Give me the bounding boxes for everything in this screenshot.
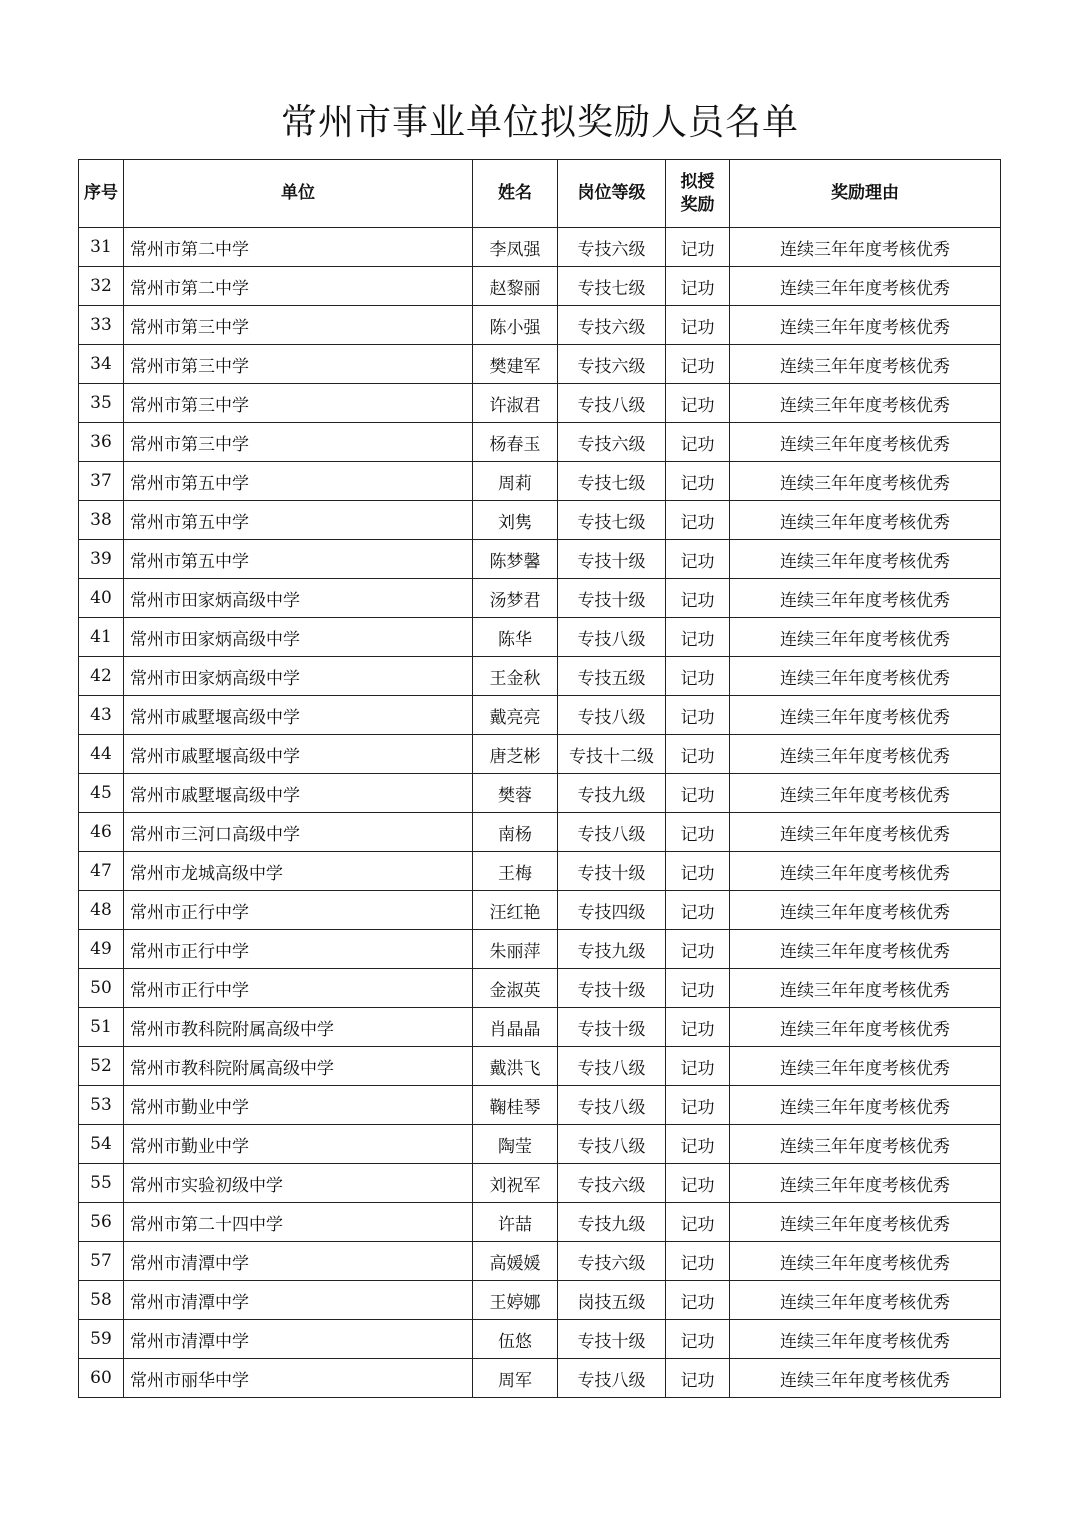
cell-seq: 57 xyxy=(79,1242,124,1281)
cell-grade: 专技八级 xyxy=(558,1086,666,1125)
cell-unit: 常州市第三中学 xyxy=(124,345,473,384)
cell-grade: 专技八级 xyxy=(558,1125,666,1164)
cell-seq: 60 xyxy=(79,1359,124,1398)
cell-seq: 38 xyxy=(79,501,124,540)
cell-unit: 常州市龙城高级中学 xyxy=(124,852,473,891)
cell-award: 记功 xyxy=(666,1281,730,1320)
cell-award: 记功 xyxy=(666,774,730,813)
cell-reason: 连续三年年度考核优秀 xyxy=(730,735,1001,774)
table-row xyxy=(79,1242,1001,1281)
cell-seq: 50 xyxy=(79,969,124,1008)
table-row xyxy=(79,462,1001,501)
cell-grade: 专技八级 xyxy=(558,1359,666,1398)
cell-unit: 常州市丽华中学 xyxy=(124,1359,473,1398)
cell-unit: 常州市戚墅堰高级中学 xyxy=(124,735,473,774)
cell-unit: 常州市第三中学 xyxy=(124,423,473,462)
cell-award: 记功 xyxy=(666,930,730,969)
cell-unit: 常州市正行中学 xyxy=(124,969,473,1008)
cell-seq: 52 xyxy=(79,1047,124,1086)
cell-unit: 常州市戚墅堰高级中学 xyxy=(124,696,473,735)
cell-award: 记功 xyxy=(666,462,730,501)
cell-name: 刘祝军 xyxy=(473,1164,558,1203)
cell-name: 周莉 xyxy=(473,462,558,501)
table-row xyxy=(79,501,1001,540)
cell-award: 记功 xyxy=(666,657,730,696)
cell-name: 周军 xyxy=(473,1359,558,1398)
cell-award: 记功 xyxy=(666,501,730,540)
cell-reason: 连续三年年度考核优秀 xyxy=(730,1125,1001,1164)
cell-unit: 常州市三河口高级中学 xyxy=(124,813,473,852)
table-row xyxy=(79,579,1001,618)
cell-name: 刘隽 xyxy=(473,501,558,540)
cell-award: 记功 xyxy=(666,1125,730,1164)
cell-award: 记功 xyxy=(666,1164,730,1203)
cell-name: 汪红艳 xyxy=(473,891,558,930)
table-row xyxy=(79,774,1001,813)
cell-award: 记功 xyxy=(666,423,730,462)
cell-reason: 连续三年年度考核优秀 xyxy=(730,501,1001,540)
cell-seq: 58 xyxy=(79,1281,124,1320)
cell-reason: 连续三年年度考核优秀 xyxy=(730,462,1001,501)
table-row xyxy=(79,813,1001,852)
cell-seq: 55 xyxy=(79,1164,124,1203)
cell-name: 陶莹 xyxy=(473,1125,558,1164)
cell-seq: 33 xyxy=(79,306,124,345)
table-row xyxy=(79,267,1001,306)
cell-award: 记功 xyxy=(666,228,730,267)
cell-name: 戴亮亮 xyxy=(473,696,558,735)
cell-award: 记功 xyxy=(666,1008,730,1047)
cell-seq: 36 xyxy=(79,423,124,462)
cell-award: 记功 xyxy=(666,384,730,423)
table-row xyxy=(79,1047,1001,1086)
cell-reason: 连续三年年度考核优秀 xyxy=(730,969,1001,1008)
cell-seq: 56 xyxy=(79,1203,124,1242)
cell-reason: 连续三年年度考核优秀 xyxy=(730,1203,1001,1242)
header-award-line1: 拟授 xyxy=(680,171,715,192)
cell-unit: 常州市田家炳高级中学 xyxy=(124,579,473,618)
cell-seq: 39 xyxy=(79,540,124,579)
table-row xyxy=(79,852,1001,891)
cell-seq: 59 xyxy=(79,1320,124,1359)
table-row xyxy=(79,306,1001,345)
cell-award: 记功 xyxy=(666,1320,730,1359)
cell-reason: 连续三年年度考核优秀 xyxy=(730,306,1001,345)
table-row xyxy=(79,735,1001,774)
table-row xyxy=(79,345,1001,384)
table-row xyxy=(79,1008,1001,1047)
table-row xyxy=(79,657,1001,696)
cell-unit: 常州市田家炳高级中学 xyxy=(124,618,473,657)
cell-grade: 专技九级 xyxy=(558,930,666,969)
cell-reason: 连续三年年度考核优秀 xyxy=(730,618,1001,657)
cell-reason: 连续三年年度考核优秀 xyxy=(730,852,1001,891)
table-row xyxy=(79,423,1001,462)
cell-award: 记功 xyxy=(666,1086,730,1125)
cell-unit: 常州市勤业中学 xyxy=(124,1125,473,1164)
cell-grade: 专技六级 xyxy=(558,1242,666,1281)
cell-reason: 连续三年年度考核优秀 xyxy=(730,540,1001,579)
cell-seq: 44 xyxy=(79,735,124,774)
header-grade: 岗位等级 xyxy=(558,160,666,228)
header-row xyxy=(79,160,1001,228)
cell-unit: 常州市清潭中学 xyxy=(124,1281,473,1320)
table-row xyxy=(79,1203,1001,1242)
cell-unit: 常州市戚墅堰高级中学 xyxy=(124,774,473,813)
cell-unit: 常州市实验初级中学 xyxy=(124,1164,473,1203)
cell-seq: 37 xyxy=(79,462,124,501)
header-reason: 奖励理由 xyxy=(730,160,1001,228)
cell-unit: 常州市第五中学 xyxy=(124,462,473,501)
cell-name: 戴洪飞 xyxy=(473,1047,558,1086)
cell-seq: 32 xyxy=(79,267,124,306)
cell-grade: 专技七级 xyxy=(558,267,666,306)
cell-seq: 42 xyxy=(79,657,124,696)
table-row xyxy=(79,891,1001,930)
cell-grade: 专技十级 xyxy=(558,969,666,1008)
cell-reason: 连续三年年度考核优秀 xyxy=(730,657,1001,696)
cell-unit: 常州市勤业中学 xyxy=(124,1086,473,1125)
cell-grade: 专技九级 xyxy=(558,1203,666,1242)
table-row xyxy=(79,696,1001,735)
cell-reason: 连续三年年度考核优秀 xyxy=(730,774,1001,813)
cell-name: 鞠桂琴 xyxy=(473,1086,558,1125)
cell-award: 记功 xyxy=(666,696,730,735)
award-roster-table xyxy=(78,159,1001,1398)
cell-award: 记功 xyxy=(666,1359,730,1398)
header-unit: 单位 xyxy=(124,160,473,228)
cell-grade: 专技四级 xyxy=(558,891,666,930)
cell-seq: 46 xyxy=(79,813,124,852)
cell-reason: 连续三年年度考核优秀 xyxy=(730,1086,1001,1125)
cell-name: 南杨 xyxy=(473,813,558,852)
cell-reason: 连续三年年度考核优秀 xyxy=(730,930,1001,969)
cell-award: 记功 xyxy=(666,618,730,657)
cell-unit: 常州市正行中学 xyxy=(124,891,473,930)
cell-reason: 连续三年年度考核优秀 xyxy=(730,1164,1001,1203)
cell-reason: 连续三年年度考核优秀 xyxy=(730,384,1001,423)
cell-reason: 连续三年年度考核优秀 xyxy=(730,696,1001,735)
cell-unit: 常州市第二中学 xyxy=(124,228,473,267)
cell-grade: 专技十级 xyxy=(558,1320,666,1359)
header-name: 姓名 xyxy=(473,160,558,228)
table-row xyxy=(79,1086,1001,1125)
cell-grade: 专技七级 xyxy=(558,462,666,501)
table-row xyxy=(79,930,1001,969)
cell-name: 王金秋 xyxy=(473,657,558,696)
cell-seq: 53 xyxy=(79,1086,124,1125)
cell-grade: 专技九级 xyxy=(558,774,666,813)
cell-grade: 专技十级 xyxy=(558,579,666,618)
cell-seq: 49 xyxy=(79,930,124,969)
cell-grade: 专技八级 xyxy=(558,618,666,657)
cell-unit: 常州市第五中学 xyxy=(124,540,473,579)
cell-reason: 连续三年年度考核优秀 xyxy=(730,891,1001,930)
cell-award: 记功 xyxy=(666,306,730,345)
cell-reason: 连续三年年度考核优秀 xyxy=(730,423,1001,462)
cell-grade: 专技八级 xyxy=(558,384,666,423)
header-award xyxy=(666,160,730,228)
table-row xyxy=(79,1164,1001,1203)
cell-name: 杨春玉 xyxy=(473,423,558,462)
cell-name: 陈小强 xyxy=(473,306,558,345)
cell-unit: 常州市正行中学 xyxy=(124,930,473,969)
cell-unit: 常州市田家炳高级中学 xyxy=(124,657,473,696)
cell-name: 金淑英 xyxy=(473,969,558,1008)
cell-grade: 专技十二级 xyxy=(558,735,666,774)
cell-grade: 专技八级 xyxy=(558,813,666,852)
table-row xyxy=(79,1125,1001,1164)
cell-award: 记功 xyxy=(666,891,730,930)
cell-name: 樊建军 xyxy=(473,345,558,384)
table-row xyxy=(79,540,1001,579)
cell-award: 记功 xyxy=(666,735,730,774)
cell-grade: 专技五级 xyxy=(558,657,666,696)
cell-unit: 常州市第二十四中学 xyxy=(124,1203,473,1242)
cell-grade: 专技十级 xyxy=(558,852,666,891)
cell-reason: 连续三年年度考核优秀 xyxy=(730,1008,1001,1047)
cell-award: 记功 xyxy=(666,1203,730,1242)
cell-award: 记功 xyxy=(666,1242,730,1281)
table-row xyxy=(79,1359,1001,1398)
cell-seq: 43 xyxy=(79,696,124,735)
cell-reason: 连续三年年度考核优秀 xyxy=(730,228,1001,267)
cell-seq: 34 xyxy=(79,345,124,384)
cell-seq: 40 xyxy=(79,579,124,618)
cell-name: 王婷娜 xyxy=(473,1281,558,1320)
cell-seq: 35 xyxy=(79,384,124,423)
cell-grade: 专技十级 xyxy=(558,540,666,579)
cell-name: 王梅 xyxy=(473,852,558,891)
cell-name: 许淑君 xyxy=(473,384,558,423)
cell-award: 记功 xyxy=(666,969,730,1008)
table-row xyxy=(79,1281,1001,1320)
cell-seq: 31 xyxy=(79,228,124,267)
cell-unit: 常州市第三中学 xyxy=(124,306,473,345)
table-row xyxy=(79,969,1001,1008)
cell-grade: 专技六级 xyxy=(558,345,666,384)
cell-grade: 专技八级 xyxy=(558,1047,666,1086)
cell-seq: 51 xyxy=(79,1008,124,1047)
cell-reason: 连续三年年度考核优秀 xyxy=(730,1281,1001,1320)
cell-name: 汤梦君 xyxy=(473,579,558,618)
cell-unit: 常州市第二中学 xyxy=(124,267,473,306)
cell-unit: 常州市清潭中学 xyxy=(124,1320,473,1359)
table-row xyxy=(79,228,1001,267)
cell-award: 记功 xyxy=(666,1047,730,1086)
document-title: 常州市事业单位拟奖励人员名单 xyxy=(280,102,799,143)
cell-name: 高媛媛 xyxy=(473,1242,558,1281)
cell-grade: 专技六级 xyxy=(558,423,666,462)
cell-award: 记功 xyxy=(666,540,730,579)
cell-name: 樊蓉 xyxy=(473,774,558,813)
cell-name: 许喆 xyxy=(473,1203,558,1242)
table-row xyxy=(79,618,1001,657)
cell-name: 李凤强 xyxy=(473,228,558,267)
cell-unit: 常州市第五中学 xyxy=(124,501,473,540)
cell-name: 朱丽萍 xyxy=(473,930,558,969)
table-body xyxy=(79,228,1001,1398)
cell-award: 记功 xyxy=(666,813,730,852)
cell-reason: 连续三年年度考核优秀 xyxy=(730,1047,1001,1086)
cell-name: 陈华 xyxy=(473,618,558,657)
header-seq: 序号 xyxy=(79,160,124,228)
cell-award: 记功 xyxy=(666,267,730,306)
cell-grade: 专技六级 xyxy=(558,228,666,267)
cell-reason: 连续三年年度考核优秀 xyxy=(730,345,1001,384)
cell-grade: 专技六级 xyxy=(558,1164,666,1203)
cell-unit: 常州市教科院附属高级中学 xyxy=(124,1047,473,1086)
cell-seq: 47 xyxy=(79,852,124,891)
cell-name: 唐芝彬 xyxy=(473,735,558,774)
cell-name: 赵黎丽 xyxy=(473,267,558,306)
cell-seq: 48 xyxy=(79,891,124,930)
table-row xyxy=(79,1320,1001,1359)
header-award-line2: 奖励 xyxy=(680,194,715,215)
cell-reason: 连续三年年度考核优秀 xyxy=(730,1320,1001,1359)
cell-reason: 连续三年年度考核优秀 xyxy=(730,579,1001,618)
cell-award: 记功 xyxy=(666,345,730,384)
cell-reason: 连续三年年度考核优秀 xyxy=(730,1242,1001,1281)
cell-reason: 连续三年年度考核优秀 xyxy=(730,813,1001,852)
cell-award: 记功 xyxy=(666,579,730,618)
cell-grade: 专技七级 xyxy=(558,501,666,540)
cell-name: 肖晶晶 xyxy=(473,1008,558,1047)
cell-seq: 41 xyxy=(79,618,124,657)
cell-seq: 54 xyxy=(79,1125,124,1164)
cell-unit: 常州市清潭中学 xyxy=(124,1242,473,1281)
table-row xyxy=(79,384,1001,423)
cell-grade: 专技十级 xyxy=(558,1008,666,1047)
cell-name: 陈梦馨 xyxy=(473,540,558,579)
cell-unit: 常州市第三中学 xyxy=(124,384,473,423)
cell-reason: 连续三年年度考核优秀 xyxy=(730,1359,1001,1398)
cell-seq: 45 xyxy=(79,774,124,813)
cell-grade: 专技八级 xyxy=(558,696,666,735)
cell-grade: 专技六级 xyxy=(558,306,666,345)
cell-name: 伍悠 xyxy=(473,1320,558,1359)
cell-unit: 常州市教科院附属高级中学 xyxy=(124,1008,473,1047)
cell-grade: 岗技五级 xyxy=(558,1281,666,1320)
cell-award: 记功 xyxy=(666,852,730,891)
cell-reason: 连续三年年度考核优秀 xyxy=(730,267,1001,306)
